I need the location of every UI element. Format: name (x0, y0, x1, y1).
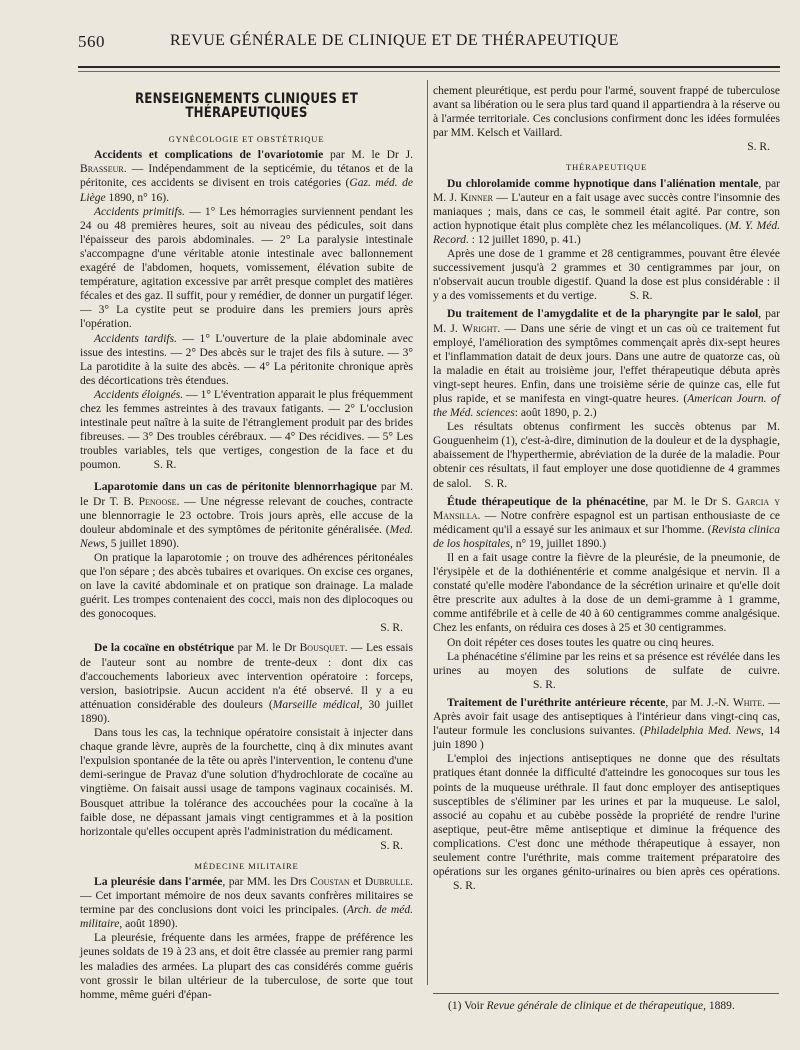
article-urethrite: Traitement de l'uréthrite antérieure récente, par M. J.-N. White. — Après avoir fait usage des antiseptiques à l'intérieur dans vingt-cinq cas, l'auteur formule les conclusions suivantes. (Philadelphia Med. News, 14 juin 1890 ) (433, 696, 780, 752)
source-citation: Arch. de méd. militaire (80, 904, 413, 931)
left-column (80, 84, 413, 1002)
running-title: REVUE GÉNÉRALE DE CLINIQUE ET DE THÉRAPEUTIQUE (170, 32, 619, 49)
article-title: La pleurésie dans l'armée (94, 875, 223, 888)
article-amygdalite: Du traitement de l'amygdalite et de la pharyngite par le salol, par M. J. Wright. — Dans une série de vingt et un cas où ce traitement fut employé, l'amélioration des symptômes commençait après dix-sept heures et l'inflammation datait de deux jours. Dans une autre de quatorze cas, où la maladie en était au troisième jour, l'effet thérapeutique débuta après vingt-sept heures. Enfin, dans une troisième série de quinze cas, elle fut plus rapide, et se manifesta en vingt-quatre heures. (American Journ. of the Méd. sciences: août 1890, p. 2.) (433, 308, 780, 420)
subsection-gynecologie: GYNÉCOLOGIE ET OBSTÉTRIQUE (168, 134, 325, 145)
signature: S. R. (484, 477, 508, 490)
footnote: (1) Voir Revue générale de clinique et de thérapeutique, 1889. (448, 1000, 735, 1012)
source-citation: American Journ. of the Méd. sciences (433, 392, 780, 420)
source-citation: Philadelphia Med. News (643, 725, 761, 738)
article-title: Traitement de l'uréthrite antérieure récente (447, 696, 666, 709)
author-name: Wright (462, 322, 498, 335)
header-rule-thin (78, 71, 780, 72)
article-title: De la cocaïne en obstétrique (94, 642, 235, 655)
article-laparotomie: Laparotomie dans un cas de péritonite blennorrhagique par M. le Dr T. B. Penoose. — Une négresse relevant de couches, contracte une blennorragie le 23 octobre. Trois jours après, elle accuse de la douleur abdominale et des symptômes de péritonite généralisée. (Med. News, 5 juillet 1890). (80, 481, 413, 550)
page-header (0, 18, 800, 58)
header-rule (78, 66, 780, 68)
source-citation: Marseille médical (272, 698, 360, 711)
article-ovariotomie: Accidents et complications de l'ovariotomie par M. le Dr J. Brasseur. — Indépendamment de la septicémie, du tétanos et de la péritonite, ces accidents se divisent en trois catégories (Gaz. méd. de Liège 1890, n° 16). (80, 149, 413, 204)
footnote-title: Revue générale de clinique et de thérapeutique (486, 1000, 704, 1012)
source-citation: M. Y. Méd. Record (433, 219, 780, 246)
section-heading: RENSEIGNEMENTS CLINIQUES ET THÉRAPEUTIQUES (134, 91, 359, 122)
signature: S. R. (380, 839, 403, 852)
paragraph: Accidents éloignés. — 1° L'éventration apparait le plus fréquemment chez les femmes astreintes à des travaux fatigants. — 2° L'occlusion intestinale peut naître à la suite de l'étranglement produit par des brides fibreuses. — 3° Des troubles cérébraux. — 4° Des récidives. — 5° Les troubles variables, tels que vertiges, congestion de la face et du poumon. S. R. (80, 388, 414, 472)
paragraph: On pratique la laparotomie ; on trouve des adhérences péritonéales que l'on sépare ; des abcès tubaires et ovariques. On excise ces organes, on lave la cavité abdominale et on pratique son drainage. La malade guérit. Les trompes contenaient des cocci, mais non des diplocoques ou des gonocoques. (80, 551, 413, 621)
source-citation: Med. News (80, 523, 413, 550)
paragraph: La pleurésie, fréquente dans les armées, frappe de préférence les jeunes soldats de 19 à 23 ans, et doit être classée au premier rang parmi les maladies des armées. La plupart des cas considérés comme guéris vont grossir le bilan ultérieur de la tuberculose, de sorte que tout homme, même guéri d'épan- (80, 932, 413, 1001)
article-cocaine: De la cocaïne en obstétrique par M. le Dr Bousquet. — Les essais de l'auteur sont au nombre de trente-deux : dont dix cas d'accouchements laborieux avec intervention opératoire : forceps, version, basiotripsie. Aucun accident n'a été observé. Il y a eu atténuation considérable des douleurs (Marseille médical, 30 juillet 1890). (80, 642, 413, 725)
author-name: Coustan (310, 875, 350, 888)
signature: S. R. (153, 459, 177, 472)
signature: S. R. (629, 290, 653, 303)
article-title: Accidents et complications de l'ovariotomie (94, 149, 324, 162)
paragraph: L'emploi des injections antiseptiques ne donne que des résultats pratiques étant donnée la difficulté d'atteindre les gonocoques sur tous les points de la muqueuse uréthrale. Il faut donc employer des antiseptiques susceptibles de s'éliminer par les urines et par la muqueuse. Le salol, associé au copahu et au cubèbe possède la propriété de rendre l'urine aseptique, peut-être même antiseptique et diminue la fréquence des complications. C'est donc une méthode thérapeutique à essayer, non seulement contre l'uréthrite, mais comme traitement préparatoire des opérations sur les organes génito-urinaires ou bien après ces opérations. S. R. (433, 753, 780, 893)
article-pleuresie: La pleurésie dans l'armée, par MM. les Drs Coustan et Dubrulle. — Cet important mémoire de nos deux savants confrères militaires se termine par des conclusions dont voici les principales. (Arch. de méd. militaire, août 1890). (80, 875, 414, 931)
author-name: Kinner (460, 191, 493, 204)
author-name: Brasseur (80, 163, 124, 176)
paragraph-continued: chement pleurétique, est perdu pour l'armé, souvent frappé de tuberculose avant sa libération ou le sera plus tard quand il appartiendra à la réserve ou à l'armée territoriale. Ces conclusions confirment donc les idées formulées par MM. Kelsch et Vaillard. (433, 85, 780, 140)
source-citation: Revista clinica de los hospitales (433, 523, 781, 550)
author-name: Penoose (138, 495, 177, 508)
author-name: S. Garcia y Mansilla (433, 495, 780, 522)
author-name: White (732, 696, 762, 709)
author-name: Dubrulle (364, 875, 411, 888)
right-column (433, 84, 780, 893)
paragraph: Accidents tardifs. — 1° L'ouverture de la plaie abdominale avec issue des intestins. — 2° Des abcès sur le trajet des fils à suture. — 3° La parotidite à la suite des abcès. — 4° La péritonite chronique après des décortications très étendues. (80, 332, 413, 387)
page-number: 560 (78, 32, 105, 51)
article-phenacetine: Étude thérapeutique de la phénacétine, par M. le Dr S. Garcia y Mansilla. — Notre confrère espagnol est un partisan enthousiaste de ce médicament qu'il a essayé sur les animaux et sur l'homme. (Revista clinica de los hospitales, n° 19, juillet 1890.) (433, 495, 781, 550)
article-title: Du chlorolamide comme hypnotique dans l'aliénation mentale (447, 177, 759, 190)
subsection-medecine-militaire: MÉDECINE MILITAIRE (194, 860, 299, 871)
article-title: Du traitement de l'amygdalite et de la pharyngite par le salol (447, 308, 759, 321)
signature: S. R. (533, 678, 556, 691)
author-name: Bousquet (299, 642, 345, 655)
signature: S. R. (453, 880, 476, 893)
article-chlorolamide: Du chlorolamide comme hypnotique dans l'aliénation mentale, par M. J. Kinner — L'auteur en a fait usage avec succès contre l'insomnie des maniaques ; mais, dans ce cas, le sommeil était agité. Par contre, son action hypnotique était plus complète chez les mélancoliques. (M. Y. Méd. Record. : 12 juillet 1890, p. 41.) (433, 177, 781, 246)
signature: S. R. (747, 141, 770, 154)
source-citation: Gaz. méd. de Liège (80, 177, 413, 204)
paragraph: Accidents primitifs. — 1° Les hémorragies surviennent pendant les 24 ou 48 premières heures, soit au niveau des pédicules, soit dans l'épaisseur des parois abdominales. — 2° La paralysie intestinale s'accompagne d'une véritable atonie intestinale avec ballonnement exagéré de l'abdomen, hoquets, vomissement, élévation subite de température, agitation excessive par arrêt presque complet des matières fécales et des gaz. Il suffit, pour y remédier, de donner un purgatif léger. — 3° La cystite peut se produire dans les premiers jours après l'opération. (80, 205, 413, 331)
paragraph: On doit répéter ces doses toutes les quatre ou cinq heures. (447, 636, 715, 649)
article-title: Étude thérapeutique de la phénacétine (447, 495, 646, 508)
footnote-rule (433, 993, 779, 994)
paragraph: Après une dose de 1 gramme et 28 centigrammes, pouvant être élevée successivement jusqu'à 2 grammes et 30 centigrammes par jour, on n'observait aucun trouble digestif. Quand la dose est plus considérable : il y a des vomissements et du vertige. S. R. (433, 248, 780, 303)
column-divider (427, 80, 428, 985)
article-title: Laparotomie dans un cas de péritonite blennorrhagique (94, 481, 377, 494)
paragraph: Les résultats obtenus confirment les succès obtenus par M. Gouguenheim (1), c'est-à-dire, diminution de la douleur et de la dysphagie, abaissement de l'hyperthermie, abréviation de la durée de la maladie. Pour obtenir ces résultats, il faut employer une dose quotidienne de 4 grammes de salol. S. R. (433, 421, 780, 490)
subsection-therapeutique: THÉRAPEUTIQUE (565, 162, 648, 173)
signature: S. R. (380, 622, 403, 635)
paragraph: Dans tous les cas, la technique opératoire consistait à injecter dans chaque grande lèvre, auprès de la fourchette, cinq à dix minutes avant l'expulsion spontanée de la tête ou après l'intervention, le contenu d'une demi-seringue de Pravaz d'une solution d'hydrochlorate de cocaïne au vingtième. On faisait aussi usage de tampons vaginaux cocainisés. M. Bousquet attribue la tolérance des accouchées pour la cocaïne à la faible dose, ne dépassant jamais vingt centigrammes et à la position horizontale qu'elles occupent après l'administration du médicament. (80, 727, 413, 838)
paragraph: Il en a fait usage contre la fièvre de la pleurésie, de la pneumonie, de l'érysipèle et de la dothiénentérie et comme analgésique et nervin. Il a constaté qu'elle modère l'abondance de la sécrétion urinaire et qu'elle doit être prescrite aux adultes à la dose de un demi-gramme à 1 gramme, comme antifébrile et à celle de 40 à 60 centigrammes comme analgésique. Chez les enfants, on réduira ces doses à 25 et 30 centigrammes. (433, 552, 780, 635)
paragraph: La phénacétine s'élimine par les reins et sa présence est révélée dans les urines au moyen des solutions de sulfate de cuivre. S. R. (433, 650, 780, 691)
